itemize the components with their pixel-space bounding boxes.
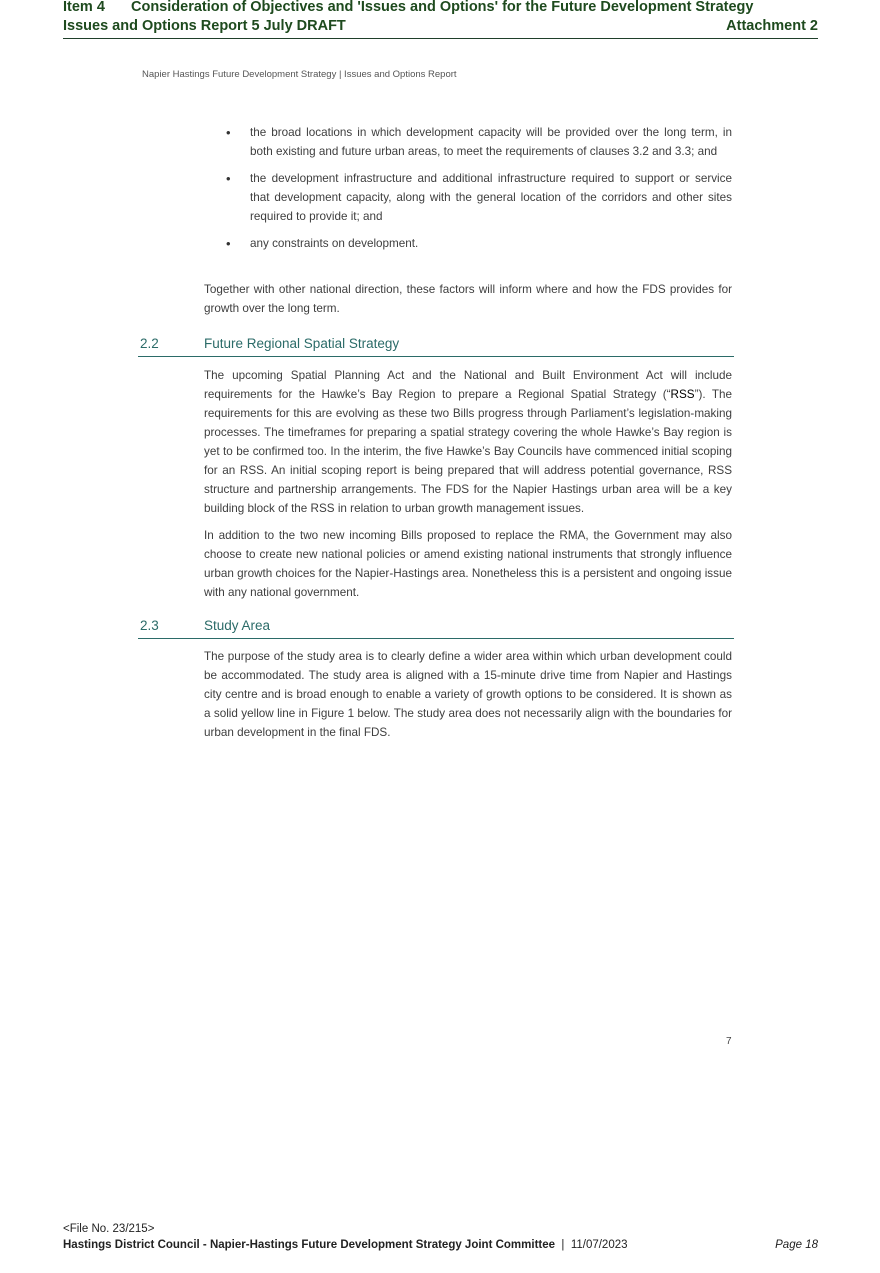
section-title: Study Area — [204, 618, 271, 633]
page-header — [63, 0, 818, 39]
paragraph-text: The upcoming Spatial Planning Act and the National and Built Environment Act will include requirements for the Hawke’s Bay Region to prepare a Regional Spatial Strategy (“ — [204, 369, 732, 401]
footer-committee-line — [63, 1239, 628, 1251]
paragraph-text: ”). The requirements for this are evolving as these two Bills progress through Parliament’s legislation-making processes. The timeframes for preparing a spatial strategy covering the whole Hawke’s Bay region is yet to be confirmed too. In the interim, the five Hawke’s Bay Councils have commenced initial scoping for an RSS. An initial scoping report is being prepared that will address potential governance, RSS structure and partnership arrangements. The FDS for the Napier Hastings urban area will be a key building block of the RSS in relation to urban growth management issues. — [204, 388, 732, 515]
header-report-line: Issues and Options Report 5 July DRAFT — [63, 18, 346, 34]
bullet-item: • the development infrastructure and additional infrastructure required to support or service that development capacity, along with the general location of the corridors and other sites required to provide it; and — [204, 169, 732, 226]
section-2-3-paragraph-1: The purpose of the study area is to clearly define a wider area within which urban development could be accommodated. The study area is aligned with a 15-minute drive time from Napier and Hastings city centre and is broad enough to enable a variety of growth options to be considered. It is shown as a solid yellow line in Figure 1 below. The study area does not necessarily align with the boundaries for urban development in the final FDS. — [204, 650, 732, 739]
intro-paragraph: Together with other national direction, these factors will inform where and how the FDS provides for growth over the long term. — [204, 283, 732, 315]
rss-abbreviation: RSS — [670, 388, 695, 401]
section-2-2-paragraph-2: In addition to the two new incoming Bills proposed to replace the RMA, the Government may also choose to create new national policies or amend existing national instruments that strongly influence urban growth choices for the Napier-Hastings area. Nonetheless this is a persistent and ongoing issue with any national government. — [204, 529, 732, 599]
footer-separator: | — [561, 1239, 565, 1251]
section-2-3-body — [204, 647, 732, 742]
bullet-item: • the broad locations in which development capacity will be provided over the long term, in both existing and future urban areas, to meet the requirements of clauses 3.2 and 3.3; and — [204, 123, 732, 161]
document-page-number: 7 — [726, 1036, 732, 1047]
header-item-label: Item 4 — [63, 0, 105, 15]
running-header: Napier Hastings Future Development Strategy | Issues and Options Report — [142, 69, 457, 80]
intro-section — [204, 280, 732, 318]
section-2-2-body — [204, 366, 732, 602]
section-heading-2-3 — [138, 616, 734, 639]
section-number: 2.3 — [140, 618, 159, 633]
footer-committee: Hastings District Council - Napier-Hastings Future Development Strategy Joint Committee — [63, 1239, 556, 1251]
section-heading-2-2 — [138, 334, 734, 357]
footer-file-number: <File No. 23/215> — [63, 1223, 155, 1235]
section-2-2-paragraph-1 — [204, 366, 732, 518]
bullet-item: • any constraints on development. — [204, 234, 732, 253]
section-number: 2.2 — [140, 336, 159, 351]
header-attachment: Attachment 2 — [726, 18, 818, 34]
footer-date: 11/07/2023 — [570, 1239, 628, 1251]
header-item-title: Consideration of Objectives and 'Issues and Options' for the Future Development Strategy — [131, 0, 754, 15]
bullet-list — [204, 123, 732, 261]
footer-page-number: Page 18 — [775, 1239, 818, 1251]
section-title: Future Regional Spatial Strategy — [204, 336, 400, 351]
header-item-line — [63, 0, 753, 15]
